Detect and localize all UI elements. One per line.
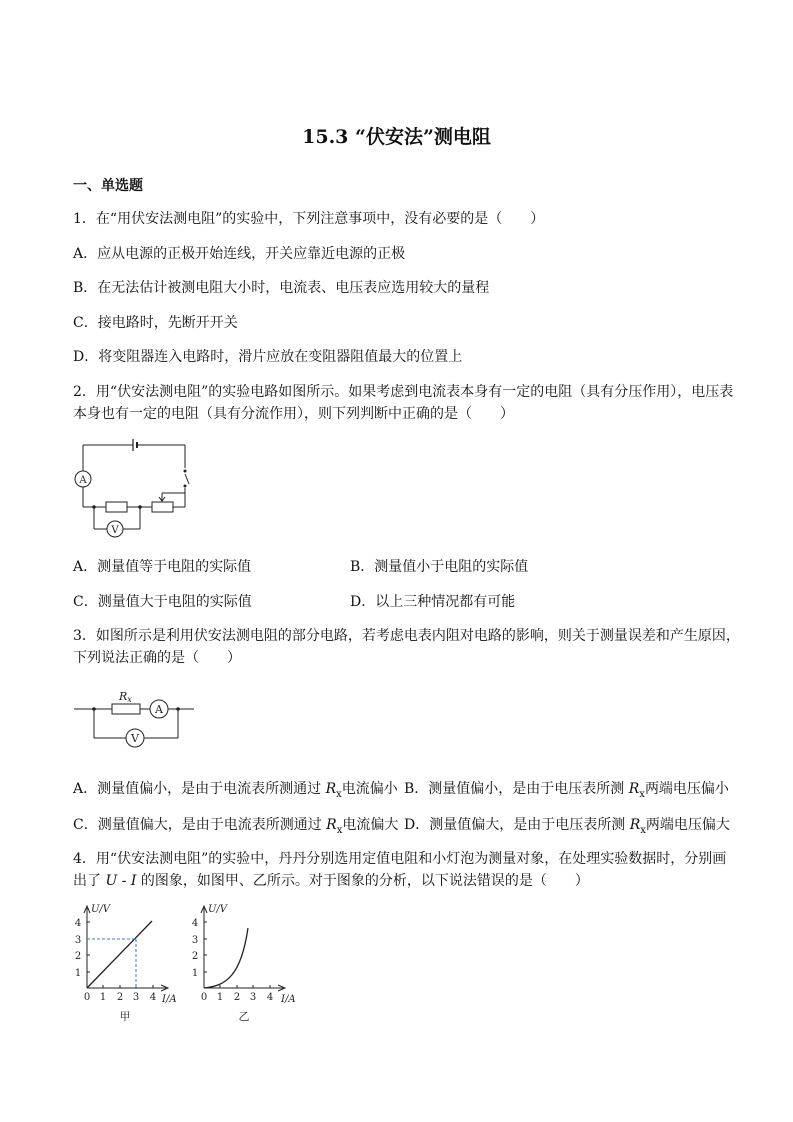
graph-jia-caption: 甲: [119, 1010, 131, 1023]
q2-option-c: C．测量值大于电阻的实际值: [73, 594, 252, 610]
q4-stem-line1: 4．用“伏安法测电阻”的实验中，丹丹分别选用定值电阻和小灯泡为测量对象，在处理实验数据时，分别画: [73, 851, 727, 867]
section-heading: 一、单选题: [73, 178, 143, 194]
svg-text:4: 4: [266, 992, 274, 1003]
q1-stem: 1．在“用伏安法测电阻”的实验中，下列注意事项中，没有必要的是（ ）: [73, 211, 545, 227]
q2-stem-line2: 本身也有一定的电阻（具有分流作用），则下列判断中正确的是（ ）: [73, 406, 514, 422]
graph-yi-ylabel: U/V: [208, 904, 228, 915]
svg-text:3: 3: [191, 935, 199, 946]
q2-option-b: B．测量值小于电阻的实际值: [350, 559, 529, 575]
page-title: 15.3 “伏安法”测电阻: [302, 126, 491, 148]
q2-option-d: D．以上三种情况都有可能: [350, 594, 516, 610]
graph-jia-line: [87, 921, 152, 988]
svg-text:3: 3: [74, 935, 82, 946]
svg-text:0: 0: [200, 992, 208, 1003]
q2-option-a: A．测量值等于电阻的实际值: [73, 559, 252, 575]
q1-option-a: A．应从电源的正极开始连线，开关应靠近电源的正极: [73, 246, 406, 262]
ammeter-label: A: [155, 703, 163, 716]
svg-text:2: 2: [233, 992, 241, 1003]
svg-text:3: 3: [132, 992, 140, 1003]
svg-text:2: 2: [191, 951, 199, 962]
svg-text:4: 4: [191, 918, 199, 929]
q3-circuit-diagram: [72, 685, 196, 749]
svg-text:4: 4: [74, 918, 82, 929]
q1-option-b: B．在无法估计被测电阻大小时，电流表、电压表应选用较大的量程: [73, 280, 490, 296]
q3-stem-line1: 3．如图所示是利用伏安法测电阻的部分电路，若考虑电表内阻对电路的影响，则关于测量误差和产生原因，: [73, 628, 740, 644]
q2-circuit-diagram: [70, 436, 200, 542]
resistor-label: R: [119, 690, 128, 703]
q3-option-c: C．测量值偏大，是由于电流表所测通过 $R_x$电流偏大: [73, 817, 399, 836]
ammeter-label: A: [79, 475, 87, 486]
svg-text:4: 4: [149, 992, 157, 1003]
svg-text:1: 1: [74, 968, 82, 979]
svg-text:1: 1: [216, 992, 224, 1003]
graph-yi: [186, 900, 306, 1028]
q1-option-c: C．接电路时，先断开开关: [73, 315, 238, 331]
svg-text:2: 2: [74, 951, 82, 962]
q2-stem-line1: 2．用“伏安法测电阻”的实验电路如图所示。如果考虑到电流表本身有一定的电阻（具有分压作用），电压表: [73, 384, 734, 400]
svg-text:2: 2: [116, 992, 124, 1003]
graph-yi-curve: [204, 928, 248, 988]
graph-jia: [70, 900, 182, 1028]
q3-option-b: B．测量值偏小，是由于电压表所测 $R_x$两端电压偏小: [404, 781, 729, 800]
graph-jia-ylabel: U/V: [91, 904, 111, 915]
voltmeter-label: V: [131, 732, 139, 745]
q3-stem-line2: 下列说法正确的是（ ）: [73, 650, 241, 666]
q4-stem-line2: 出了 U - I 的图象，如图甲、乙所示。对于图象的分析，以下说法错误的是（ ）: [73, 873, 589, 889]
q1-option-d: D．将变阻器连入电路时，滑片应放在变阻器阻值最大的位置上: [73, 349, 463, 365]
svg-text:3: 3: [249, 992, 257, 1003]
svg-text:1: 1: [191, 968, 199, 979]
voltmeter-label: V: [111, 525, 119, 536]
q3-option-a: A．测量值偏小，是由于电流表所测通过 $R_x$电流偏小: [73, 781, 398, 800]
graph-jia-xlabel: I/A: [162, 994, 177, 1005]
svg-text:Rx: [118, 690, 132, 704]
graph-yi-xlabel: I/A: [281, 994, 296, 1005]
q3-option-d: D．测量值偏大，是由于电压表所测 $R_x$两端电压偏大: [404, 817, 730, 836]
resistor-subscript: x: [127, 695, 132, 704]
svg-text:1: 1: [99, 992, 107, 1003]
svg-text:0: 0: [83, 992, 91, 1003]
graph-yi-caption: 乙: [238, 1010, 250, 1023]
